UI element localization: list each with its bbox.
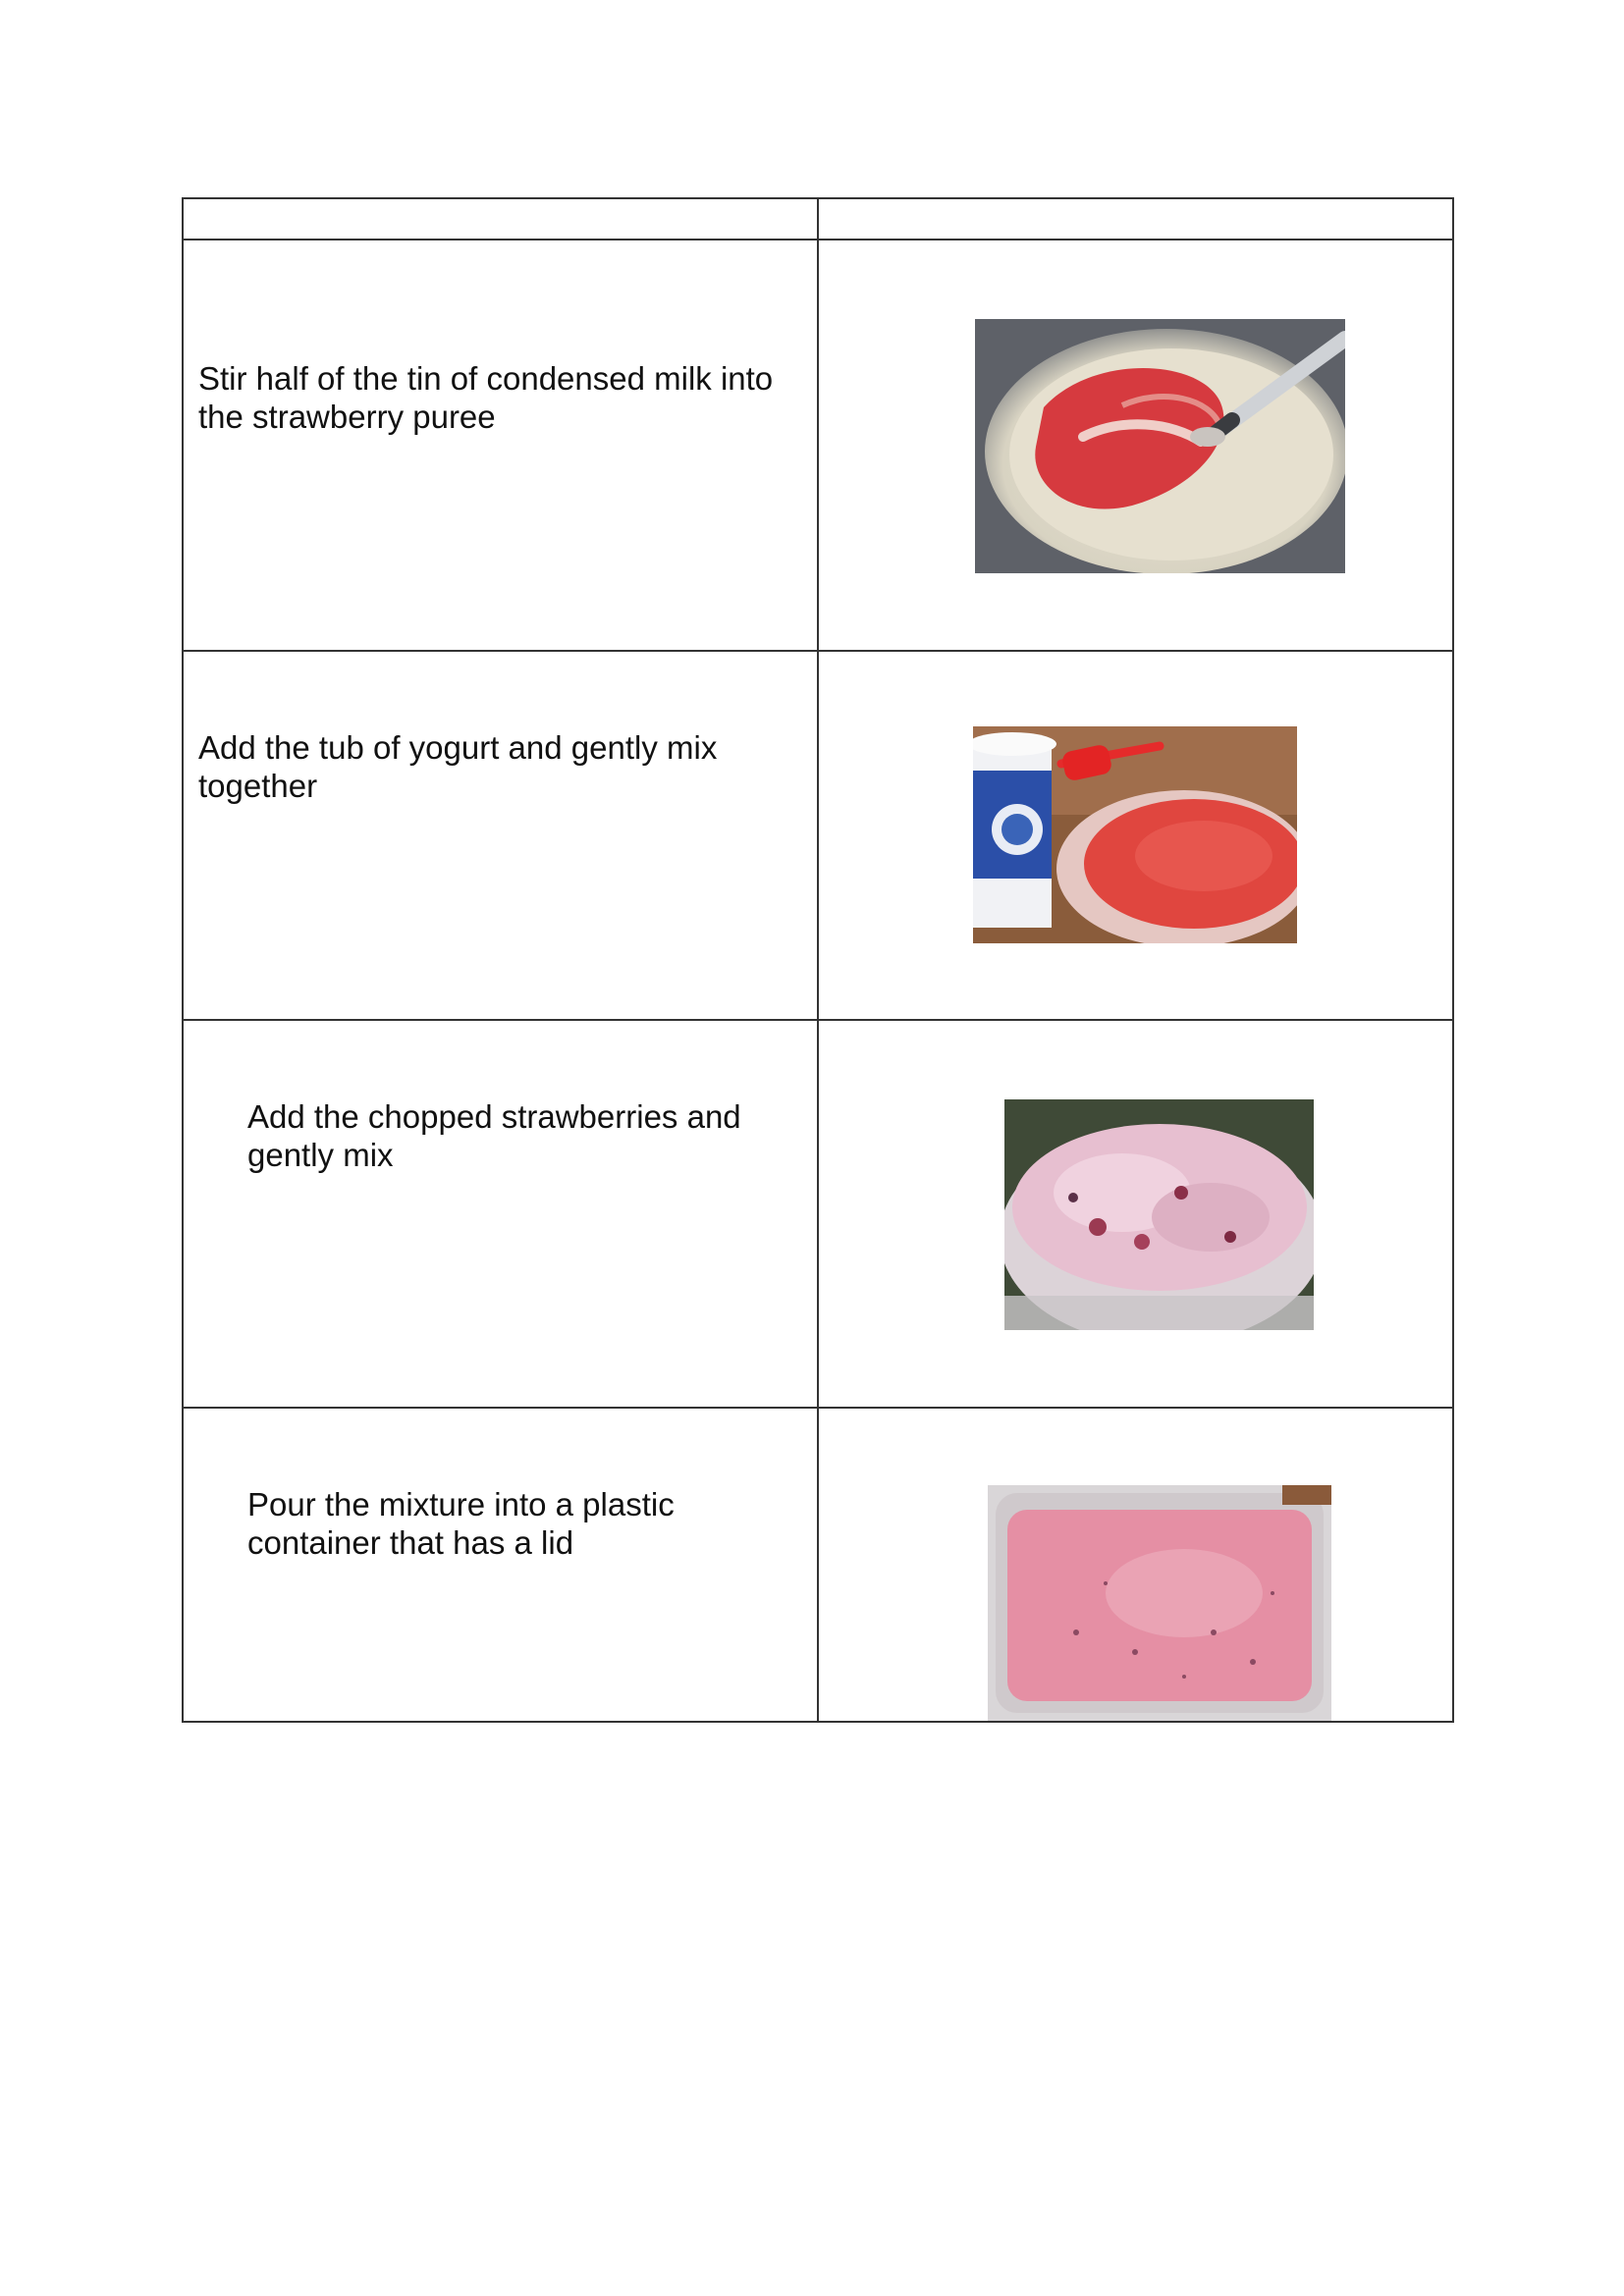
step-instruction: Pour the mixture into a plastic container that has a lid: [247, 1486, 675, 1561]
step-photo-cell: [818, 1020, 1453, 1408]
mixture-in-container-photo: [988, 1485, 1331, 1721]
condensed-milk-into-puree-photo: [975, 319, 1345, 573]
table-row: [183, 240, 1453, 651]
step-instruction: Stir half of the tin of condensed milk into the strawberry puree: [198, 360, 774, 435]
step-photo-cell: [818, 1408, 1453, 1722]
step-text-cell: [183, 1020, 818, 1408]
step-text-cell: [183, 651, 818, 1020]
recipe-steps-table: [182, 197, 1454, 1723]
yogurt-and-puree-photo: [973, 726, 1297, 943]
step-text-cell: [183, 1408, 818, 1722]
table-row: [183, 651, 1453, 1020]
header-cell-left: [183, 198, 818, 240]
table-header-row: [183, 198, 1453, 240]
step-photo-cell: [818, 651, 1453, 1020]
table-row: [183, 1020, 1453, 1408]
step-text-cell: [183, 240, 818, 651]
step-instruction: Add the tub of yogurt and gently mix together: [198, 729, 718, 804]
step-photo-cell: [818, 240, 1453, 651]
step-instruction: Add the chopped strawberries and gently mix: [247, 1098, 741, 1173]
header-cell-right: [818, 198, 1453, 240]
table-row: [183, 1408, 1453, 1722]
strawberry-mixture-bowl-photo: [1004, 1099, 1314, 1330]
